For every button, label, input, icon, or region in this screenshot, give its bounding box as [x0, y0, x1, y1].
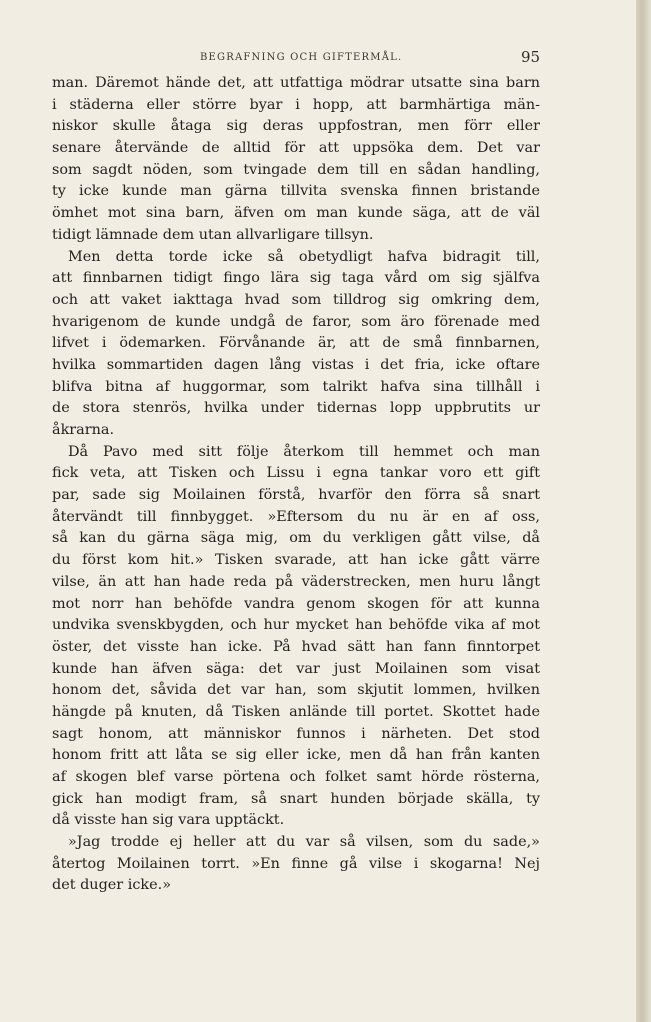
text-line: sagt honom, att människor funnos i närheten. Det stod [52, 725, 540, 742]
text-line: af skogen blef varse pörtena och folket samt hörde rösterna, [52, 769, 540, 785]
text-line: gick han modigt fram, så snart hunden började skälla, ty [52, 790, 540, 807]
page-edge [636, 0, 651, 1022]
text-line: undvika svenskbygden, och hur mycket han behöfde vika af mot [52, 617, 540, 634]
text-line: hängde på knuten, då Tisken anlände till portet. Skottet hade [52, 703, 540, 720]
text-line: du först kom hit.» Tisken svarade, att han icke gått värre [52, 552, 540, 569]
text-line: Då Pavo med sitt följe återkom till hemmet och man [68, 443, 540, 460]
text-line: niskor skulle åtaga sig deras uppfostran, men förr eller [52, 118, 540, 135]
text-line: par, sade sig Moilainen förstå, hvarför den förra så snart [52, 487, 540, 504]
text-line: »Jag trodde ej heller att du var så vilsen, som du sade,» [68, 834, 540, 851]
body-text [52, 73, 540, 897]
text-line: återtog Moilainen torrt. »En finne gå vilse i skogarna! Nej [52, 855, 540, 872]
text-line: öster, det visste han icke. På hvad sätt han fann finntorpet [52, 638, 540, 655]
text-line: åkrarna. [52, 422, 115, 438]
text-line: fick veta, att Tisken och Lissu i egna tankar voro ett gift [52, 465, 540, 482]
text-line: ömhet mot sina barn, äfven om man kunde säga, att de väl [52, 205, 540, 222]
text-line: kunde han äfven säga: det var just Moilainen som visat [52, 660, 540, 677]
text-line: återvändt till finnbygget. »Eftersom du nu är en af oss, [52, 508, 540, 525]
text-line: så kan du gärna säga mig, om du verkligen gått vilse, då [52, 530, 540, 547]
text-line: som sagdt nöden, som tvingade dem till en sådan handling, [52, 161, 540, 178]
text-line: senare återvände de alltid för att uppsöka dem. Det var [52, 140, 540, 157]
text-line: mot norr han behöfde vandra genom skogen för att kunna [52, 595, 540, 612]
paragraph [52, 442, 540, 832]
text-line: ty icke kunde man gärna tillvita svenska finnen bristande [52, 183, 540, 200]
text-line: vilse, än att han hade reda på väderstrecken, men huru långt [52, 573, 540, 590]
text-line: honom det, såvida det var han, som skjutit lommen, hvilken [52, 682, 540, 699]
text-line: det duger icke.» [52, 877, 172, 894]
text-line: att finnbarnen tidigt fingo lära sig taga vård om sig själfva [52, 270, 540, 287]
running-head: BEGRAFNING OCH GIFTERMÅL. [200, 52, 403, 63]
text-line: i städerna eller större byar i hopp, att barmhärtiga män- [52, 96, 540, 113]
paragraph [52, 247, 540, 442]
text-line: lifvet i ödemarken. Förvånande är, att de små finnbarnen, [52, 335, 540, 352]
text-line: de stora stenrös, hvilka under tidernas lopp uppbrutits ur [52, 400, 540, 417]
text-line: och att vaket iakttaga hvad som tilldrog sig omkring dem, [52, 291, 540, 308]
page-number: 95 [521, 48, 541, 66]
text-line: hvarigenom de kunde undgå de faror, som äro förenade med [52, 313, 540, 330]
text-line: blifva bitna af huggormar, som talrikt hafva sina tillhåll i [52, 378, 540, 395]
text-line: då visste han sig vara upptäckt. [52, 812, 285, 829]
text-line: man. Däremot hände det, att utfattiga mödrar utsatte sina barn [52, 75, 540, 91]
text-line: tidigt lämnade dem utan allvarligare tillsyn. [52, 226, 374, 243]
paragraph [52, 73, 540, 247]
text-line: hvilka sommartiden dagen lång vistas i det fria, icke oftare [52, 356, 540, 373]
text-line: Men detta torde icke så obetydligt hafva bidragit till, [68, 248, 540, 265]
text-line: honom fritt att låta se sig eller icke, men då han från kanten [52, 747, 540, 764]
paragraph [52, 832, 540, 897]
